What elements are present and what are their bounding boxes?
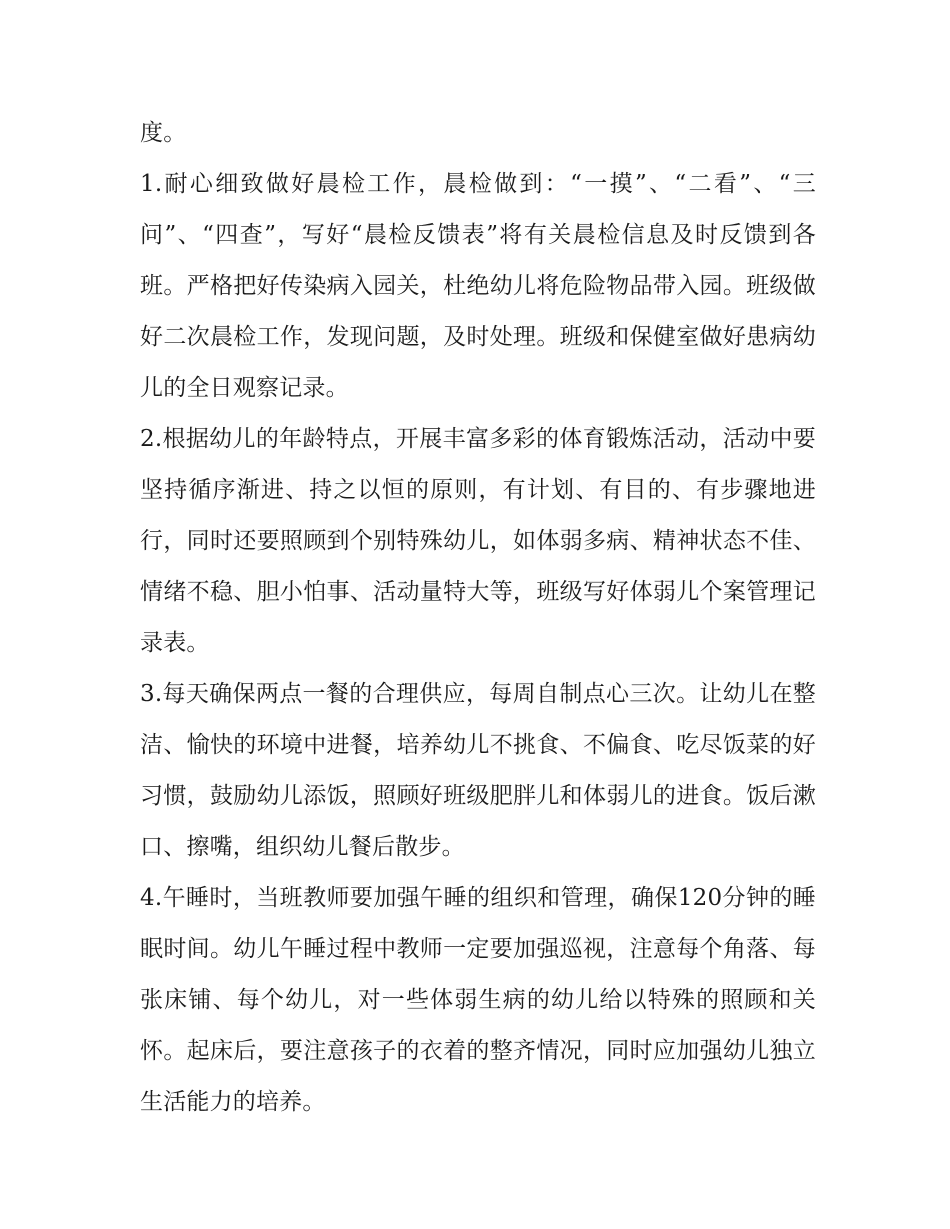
paragraph-nap-time: 4.午睡时，当班教师要加强午睡的组织和管理，确保120分钟的睡眠时间。幼儿午睡过程中教师一定要加强巡视，注意每个角落、每张床铺、每个幼儿，对一些体弱生病的幼儿给以特殊的照顾和关怀。起床后，要注意孩子的衣着的整齐情况，同时应加强幼儿独立生活能力的培养。	[140, 885, 816, 1115]
paragraph-physical-exercise: 2.根据幼儿的年龄特点，开展丰富多彩的体育锻炼活动，活动中要坚持循序渐进、持之以恒的原则，有计划、有目的、有步骤地进行，同时还要照顾到个别特殊幼儿，如体弱多病、精神状态不佳、情绪不稳、胆小怕事、活动量特大等，班级写好体弱儿个案管理记录表。	[140, 426, 816, 656]
paragraph-morning-check: 1.耐心细致做好晨检工作，晨检做到：“一摸”、“二看”、“三问”、“四查”，写好“晨检反馈表”将有关晨检信息及时反馈到各班。严格把好传染病入园关，杜绝幼儿将危险物品带入园。班级做好二次晨检工作，发现问题，及时处理。班级和保健室做好患病幼儿的全日观察记录。	[140, 171, 816, 401]
paragraph-continuation: 度。	[140, 120, 187, 146]
paragraph-meals: 3.每天确保两点一餐的合理供应，每周自制点心三次。让幼儿在整洁、愉快的环境中进餐，培养幼儿不挑食、不偏食、吃尽饭菜的好习惯，鼓励幼儿添饭，照顾好班级肥胖儿和体弱儿的进食。饭后漱口、擦嘴，组织幼儿餐后散步。	[140, 681, 816, 860]
document-body	[140, 108, 816, 1128]
